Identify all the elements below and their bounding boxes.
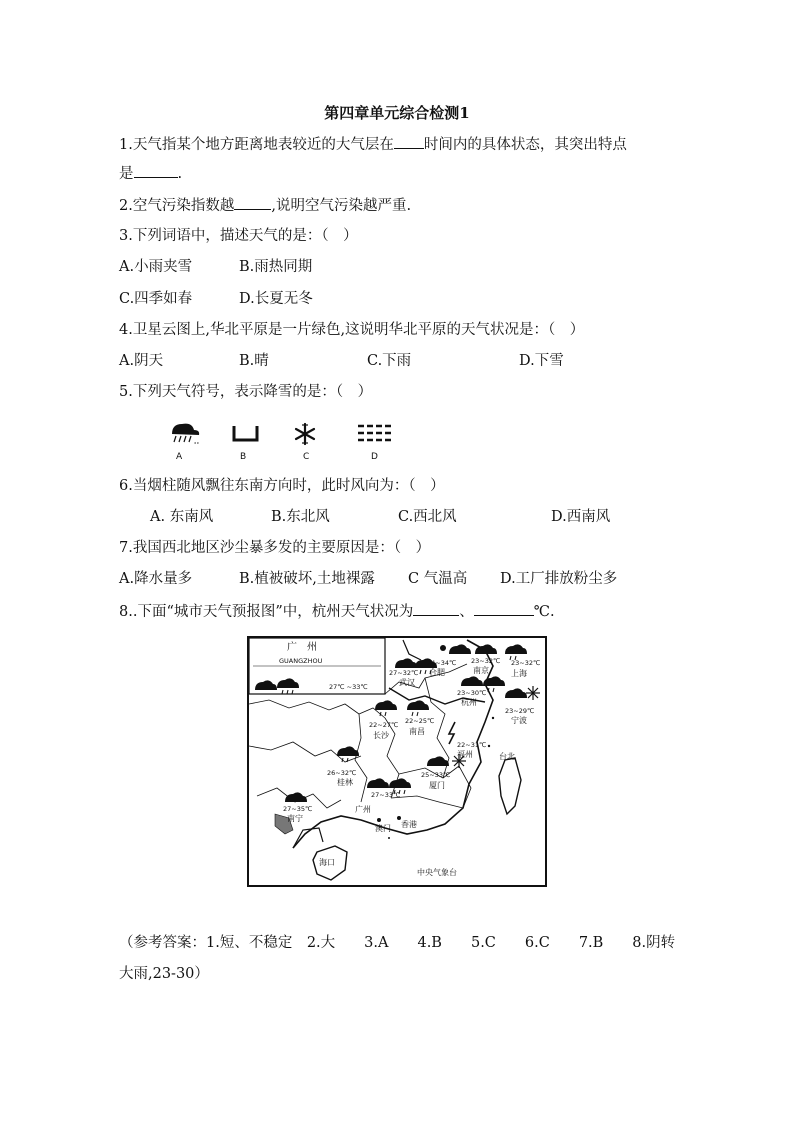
guangzhou-temp: 27~33℃ [371,791,401,799]
question-1-line-1 [119,134,627,155]
hangzhou-label: 杭州 [461,698,477,707]
inset-city-name: 广 州 [287,642,317,653]
hefei-temp: 24~34℃ [427,659,457,667]
taipei-label: 台北 [499,752,515,761]
q4-option-b: B.晴 [239,353,269,369]
q7-option-b: B.植被破坏,土地裸露 [239,571,375,587]
nanning-temp: 27~35℃ [283,805,313,813]
q1-text-c: 是 [119,166,134,182]
symbol-label-a: A [176,452,183,462]
question-3-stem: 3.下列词语中，描述天气的是：（ ） [119,228,358,244]
nanchang-label: 南昌 [409,727,425,736]
q2-text-b: ,说明空气污染越严重. [271,198,412,214]
symbol-label-b: B [240,452,247,462]
fuzhou-label: 福州 [457,750,473,759]
nanning-label: 南宁 [287,814,303,823]
q1-text-b: 时间内的具体状态，其突出特点 [423,137,627,153]
symbol-label-c: C [303,452,310,462]
nanjing-label: 南京 [473,666,489,675]
ningbo-label: 宁波 [511,716,527,725]
shanghai-temp: 23~32℃ [511,659,541,667]
q7-option-c: C 气温高 [408,571,468,587]
cloud-rain-icon [166,420,206,450]
macau-label: 澳门 [375,824,391,833]
hangzhou-temp: 23~30℃ [457,689,487,697]
q1-blank-1 [394,134,424,149]
q8-blank-2 [474,601,534,616]
q1-text-a: 1.天气指某个地方距离地表较近的大气层在 [119,137,394,153]
hefei-label: 合肥 [429,668,445,677]
snowflake-icon [292,420,322,450]
fuzhou-temp: 22~31℃ [457,741,487,749]
q4-option-d: D.下雪 [519,353,564,369]
q6-option-c: C.西北风 [398,509,457,525]
q1-text-d: . [177,166,183,182]
guilin-label: 桂林 [337,778,353,787]
q4-option-a: A.阴天 [119,353,164,369]
guilin-temp: 26~32℃ [327,769,357,777]
question-4-stem: 4.卫星云图上,华北平原是一片绿色,这说明华北平原的天气状况是：（ ） [119,322,585,338]
q2-text-a: 2.空气污染指数越 [119,198,235,214]
question-6-stem: 6.当烟柱随风飘往东南方向时，此时风向为：（ ） [119,478,445,494]
dust-storm-icon [231,420,261,450]
wuhan-temp: 27~32℃ [389,669,419,677]
q3-option-d: D.长夏无冬 [239,291,313,307]
hongkong-label: 香港 [401,820,417,829]
q8-text-a: 8..下面“城市天气预报图”中，杭州天气状况为 [119,604,414,620]
q2-blank [234,195,271,210]
guangzhou-label: 广州 [355,805,371,814]
inset-temp: 27℃ ~33℃ [329,683,368,691]
page-title: 第四章单元综合检测1 [324,104,470,122]
fog-icon [356,420,396,450]
question-8 [119,601,555,622]
q3-option-c: C.四季如春 [119,291,193,307]
wuhan-label: 武汉 [399,678,415,687]
q6-option-a: A. 东南风 [150,509,214,525]
symbol-label-d: D [371,452,378,462]
xiamen-label: 厦门 [429,781,445,790]
question-2 [119,195,411,216]
q3-option-b: B.雨热同期 [239,259,313,275]
ningbo-temp: 23~29℃ [505,707,535,715]
q6-option-d: D.西南风 [551,509,611,525]
weather-map [247,636,547,887]
q7-option-d: D.工厂排放粉尘多 [500,571,618,587]
nanjing-temp: 23~32℃ [471,657,501,665]
answer-line-2: 大雨,23-30） [119,966,209,982]
answer-line-1: （参考答案：1.短、不稳定 2.大 3.A 4.B 5.C 6.C 7.B 8.阴转 [119,935,676,951]
nanchang-temp: 22~25℃ [405,717,435,725]
q3-option-a: A.小雨夹雪 [119,259,193,275]
q8-text-c: ℃. [533,604,555,620]
q1-blank-2 [134,163,178,178]
map-source: 中央气象台 [417,868,457,877]
changsha-label: 长沙 [373,731,389,740]
q4-option-c: C.下雨 [367,353,412,369]
q6-option-b: B.东北风 [271,509,330,525]
q7-option-a: A.降水量多 [119,571,193,587]
svg-text:°°: °° [194,442,199,448]
haikou-label: 海口 [319,858,335,867]
inset-pinyin: GUANGZHOU [279,657,323,665]
shanghai-label: 上海 [511,669,527,678]
xiamen-temp: 25~33℃ [421,771,451,779]
q8-text-b: 、 [459,604,474,620]
question-5-stem: 5.下列天气符号，表示降雪的是：（ ） [119,384,373,400]
question-7-stem: 7.我国西北地区沙尘暴多发的主要原因是：（ ） [119,540,431,556]
question-1-line-2 [119,163,182,184]
q8-blank-1 [413,601,459,616]
changsha-temp: 22~27℃ [369,721,399,729]
